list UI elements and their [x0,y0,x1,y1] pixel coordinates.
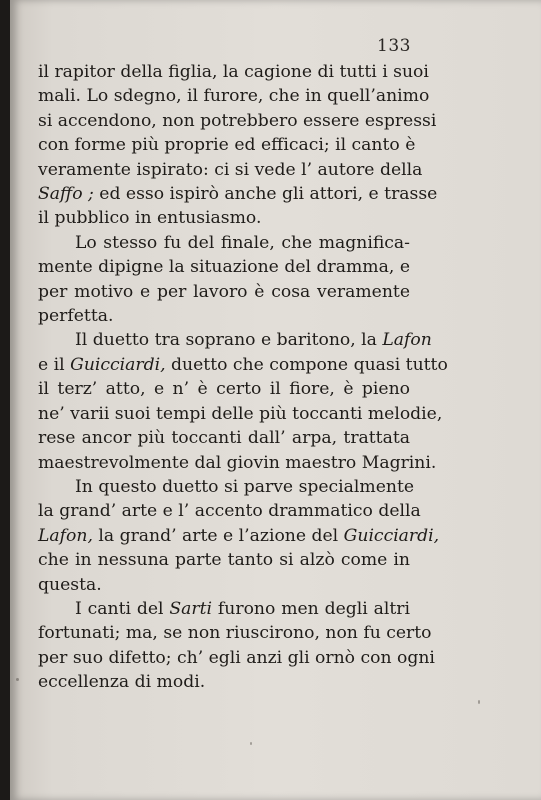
text-segment: questa. [38,574,102,595]
text-segment: Il duetto tra soprano e baritono, la [75,330,383,351]
body-text [38,60,448,695]
text-segment: la grand’ arte e l’azione del [92,525,344,546]
text-line [38,280,410,304]
text-line [38,646,435,670]
text-segment: mali. Lo sdegno, il furore, che in quell’animo [38,86,430,107]
text-line [38,402,443,426]
text-segment: la grand’ arte e l’ accento drammatico della [38,501,421,522]
paragraph [38,475,440,597]
ink-speck [478,700,480,704]
text-segment: duetto che compone quasi tutto [165,354,448,375]
paragraph [38,231,410,329]
text-segment: In questo duetto si parve specialmente [75,476,415,497]
text-segment: mente dipigne la situazione del dramma, e [38,257,410,278]
text-line [38,206,410,230]
text-line [38,377,410,401]
text-segment: ne’ varii suoi tempi delle più toccanti melodie, [38,403,443,424]
text-segment: veramente ispirato: ci si vede l’ autore della [38,159,423,180]
book-page [10,0,541,800]
italic-segment: Lafon, [38,525,93,546]
text-line [38,328,432,352]
text-line [38,548,410,572]
text-line [38,182,438,206]
text-segment: il rapitor della figlia, la cagione di tutti i suoi [38,62,429,82]
text-segment: si accendono, non potrebbero essere espressi [38,110,437,131]
ink-speck [250,742,252,745]
text-segment: maestrevolmente dal giovin maestro Magrini. [38,452,437,473]
text-segment: per suo difetto; ch’ egli anzi gli ornò con ogni [38,647,435,668]
text-line [38,670,410,694]
text-segment: per motivo e per lavoro è cosa veramente [38,281,410,302]
page-number: 133 [377,36,411,56]
italic-segment: Guicciardi, [70,354,166,375]
paragraph [38,597,435,695]
text-segment: che in nessuna parte tanto si alzò come in [38,550,410,571]
text-segment: il pubblico in entusiasmo. [38,208,262,229]
text-segment: eccellenza di modi. [38,672,206,693]
italic-segment: Lafon [382,330,432,351]
text-line [38,133,416,157]
text-segment: e il [38,354,71,375]
paragraph [38,328,448,474]
text-segment: il terz’ atto, e n’ è certo il fiore, è pieno [38,379,410,400]
text-line [38,499,421,523]
text-line [38,597,410,621]
text-line [38,353,448,377]
text-line [38,524,440,548]
text-line [38,60,429,84]
italic-segment: Saffo ; [38,184,94,205]
text-line [38,426,410,450]
text-segment: furono men degli altri [212,598,410,619]
text-line [38,158,423,182]
paragraph [38,60,438,231]
text-line [38,475,415,499]
text-segment: I canti del [75,598,170,619]
text-line [38,255,410,279]
text-segment: fortunati; ma, se non riuscirono, non fu certo [38,623,432,644]
italic-segment: Sarti [169,598,213,619]
ink-speck [16,678,19,681]
italic-segment: Guicciardi, [343,525,440,546]
text-line [38,304,410,328]
text-line [38,621,432,645]
text-segment: ed esso ispirò anche gli attori, e trasse [93,184,438,205]
text-segment: Lo stesso fu del finale, che magnifica- [75,232,410,253]
text-line [38,84,430,108]
text-segment: rese ancor più toccanti dall’ arpa, trattata [38,428,410,449]
text-line [38,451,437,475]
text-segment: con forme più proprie ed efficaci; il canto è [38,135,416,156]
text-line [38,231,410,255]
text-segment: perfetta. [38,306,114,327]
text-line [38,573,410,597]
text-line [38,109,437,133]
